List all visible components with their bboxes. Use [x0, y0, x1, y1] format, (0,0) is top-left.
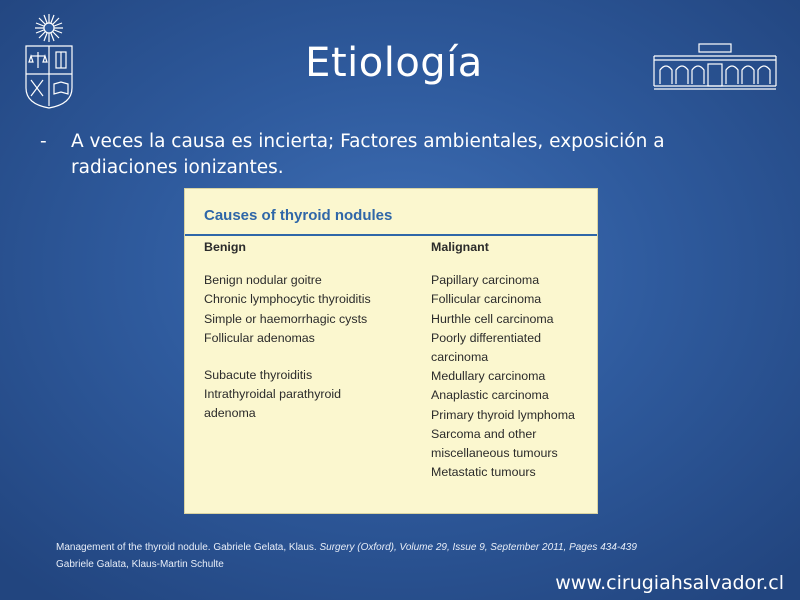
footer-url: www.cirugiahsalvador.cl	[555, 572, 784, 594]
reference-line-1	[56, 541, 637, 555]
benign-item: Chronic lymphocytic thyroiditis	[204, 292, 371, 307]
benign-item: Subacute thyroiditis	[204, 368, 313, 383]
malignant-item: carcinoma	[431, 350, 489, 365]
malignant-item: Primary thyroid lymphoma	[431, 407, 575, 422]
benign-item: Simple or haemorrhagic cysts	[204, 311, 368, 326]
malignant-header: Malignant	[431, 240, 489, 254]
malignant-item: Anaplastic carcinoma	[431, 388, 549, 403]
malignant-item: Metastatic tumours	[431, 465, 536, 480]
malignant-item: miscellaneous tumours	[431, 446, 558, 461]
reference-journal: Surgery (Oxford), Volume 29, Issue 9, September 2011, Pages 434-439	[319, 542, 637, 553]
table-title-rule	[185, 234, 597, 236]
group-spacer	[204, 348, 414, 366]
benign-header: Benign	[204, 240, 246, 254]
bullet-item	[40, 129, 770, 181]
slide-title: Etiología	[305, 40, 483, 86]
malignant-item: Poorly differentiated	[431, 330, 541, 345]
malignant-item: Sarcoma and other	[431, 426, 537, 441]
reference-line-2: Gabriele Galata, Klaus-Martin Schulte	[56, 559, 224, 570]
reference-text: Management of the thyroid nodule. Gabriele Gelata, Klaus.	[56, 542, 317, 553]
bullet-text: A veces la causa es incierta; Factores ambientales, exposición a radiaciones ionizantes.	[71, 131, 665, 178]
malignant-column	[431, 238, 596, 482]
benign-item: Intrathyroidal parathyroid	[204, 387, 342, 402]
malignant-item: Follicular carcinoma	[431, 292, 542, 307]
bullet-marker: -	[40, 131, 47, 152]
benign-column	[204, 238, 414, 424]
benign-item: Follicular adenomas	[204, 330, 315, 345]
benign-item: adenoma	[204, 406, 256, 421]
table-title: Causes of thyroid nodules	[204, 207, 393, 224]
malignant-item: Papillary carcinoma	[431, 273, 540, 288]
malignant-item: Medullary carcinoma	[431, 369, 546, 384]
thyroid-nodules-table	[184, 188, 598, 514]
malignant-item: Hurthle cell carcinoma	[431, 311, 554, 326]
benign-item: Benign nodular goitre	[204, 273, 322, 288]
